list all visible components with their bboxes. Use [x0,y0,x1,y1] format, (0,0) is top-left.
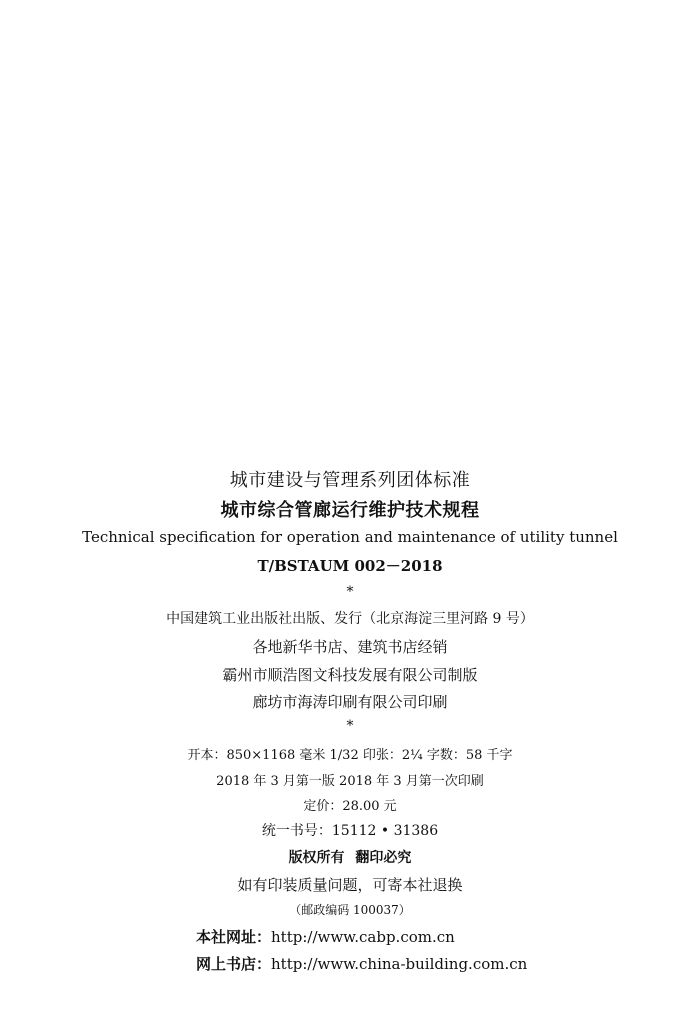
standard-title-en: Technical specification for operation and maintenance of utility tunnel [82,528,618,546]
edition-info: 2018 年 3 月第一版 2018 年 3 月第一次印刷 [216,774,484,789]
postal-code: （邮政编码 100037） [289,903,411,917]
bookstore-link[interactable]: http://www.china-building.com.cn [271,955,528,973]
website-link[interactable]: http://www.cabp.com.cn [271,928,455,946]
prepress-line: 霸州市顺浩图文科技发展有限公司制版 [222,666,478,684]
publisher-line: 中国建筑工业出版社出版、发行（北京海淀三里河路 9 号） [166,611,534,627]
separator-star: * [346,718,354,734]
distributor-line: 各地新华书店、建筑书店经销 [252,638,448,656]
print-specs: 开本：850×1168 毫米 1/32 印张：2¼ 字数：58 千字 [187,748,513,763]
bookstore-label: 网上书店： [196,955,272,973]
website-line [196,926,455,947]
printer-line: 廊坊市海涛印刷有限公司印刷 [252,693,448,711]
bookstore-line [196,953,527,974]
standard-code: T/BSTAUM 002－2018 [257,557,443,575]
standard-series: 城市建设与管理系列团体标准 [229,470,471,491]
book-number: 统一书号：15112 • 31386 [261,823,439,839]
copyright-notice: 版权所有 翻印必究 [288,850,412,866]
quality-notice: 如有印装质量问题，可寄本社退换 [237,876,463,894]
standard-title-cn: 城市综合管廊运行维护技术规程 [220,500,480,521]
separator-star: * [346,584,354,600]
website-label: 本社网址： [196,928,272,946]
price: 定价：28.00 元 [303,799,397,814]
